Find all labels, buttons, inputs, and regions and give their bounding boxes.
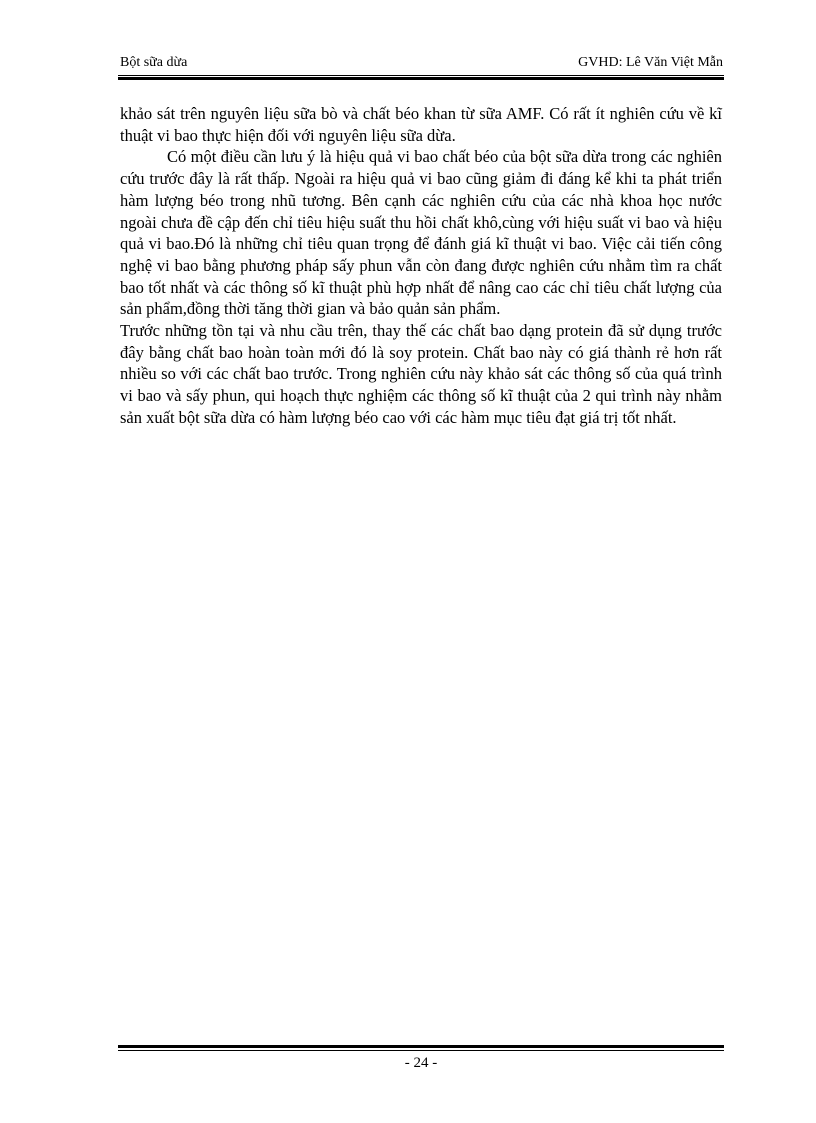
page-header [120,52,723,74]
paragraph-encapsulation-efficiency: Có một điều cần lưu ý là hiệu quả vi bao chất béo của bột sữa dừa trong các nghiên cứu trước đây là rất thấp. Ngoài ra hiệu quả vi bao cũng giảm đi đáng kể khi ta phát triển hàm lượng béo trong nhũ tương. Bên cạnh các nghiên cứu của các nhà khoa học nước ngoài chưa đề cập đến chỉ tiêu hiệu suất thu hồi chất khô,cùng với hiệu suất vi bao và hiệu quả vi bao.Đó là những chỉ tiêu quan trọng để đánh giá kĩ thuật vi bao. Việc cải tiến công nghệ vi bao bằng phương pháp sấy phun vẫn còn đang được nghiên cứu nhằm tìm ra chất bao tốt nhất và các thông số kĩ thuật phù hợp nhất để nâng cao các chỉ tiêu chất lượng của sản phẩm,đồng thời tăng thời gian và bảo quản sản phẩm. [120,147,722,319]
header-document-title: Bột sữa dừa [120,55,188,70]
header-divider-thick [118,77,724,80]
page-number: - 24 - [404,1055,438,1071]
header-divider-thin [118,75,724,76]
paragraph-soy-protein: Trước những tồn tại và nhu cầu trên, thay thế các chất bao dạng protein đã sử dụng trước đây bằng chất bao hoàn toàn mới đó là soy protein. Chất bao này có giá thành rẻ hơn rất nhiều so với các chất bao trước. Trong nghiên cứu này khảo sát các thông số của quá trình vi bao và sấy phun, qui hoạch thực nghiệm các thông số kĩ thuật của 2 qui trình này nhằm sản xuất bột sữa dừa có hàm lượng béo cao với các hàm mục tiêu đạt giá trị tốt nhất. [120,321,722,427]
footer-divider-thin [118,1050,724,1051]
footer-divider-thick [118,1045,724,1048]
header-supervisor: GVHD: Lê Văn Việt Mẫn [578,55,723,70]
paragraph-continuation: khảo sát trên nguyên liệu sữa bò và chất béo khan từ sữa AMF. Có rất ít nghiên cứu về kĩ thuật vi bao thực hiện đối với nguyên liệu sữa dừa. [120,104,722,145]
page-body [120,103,722,429]
